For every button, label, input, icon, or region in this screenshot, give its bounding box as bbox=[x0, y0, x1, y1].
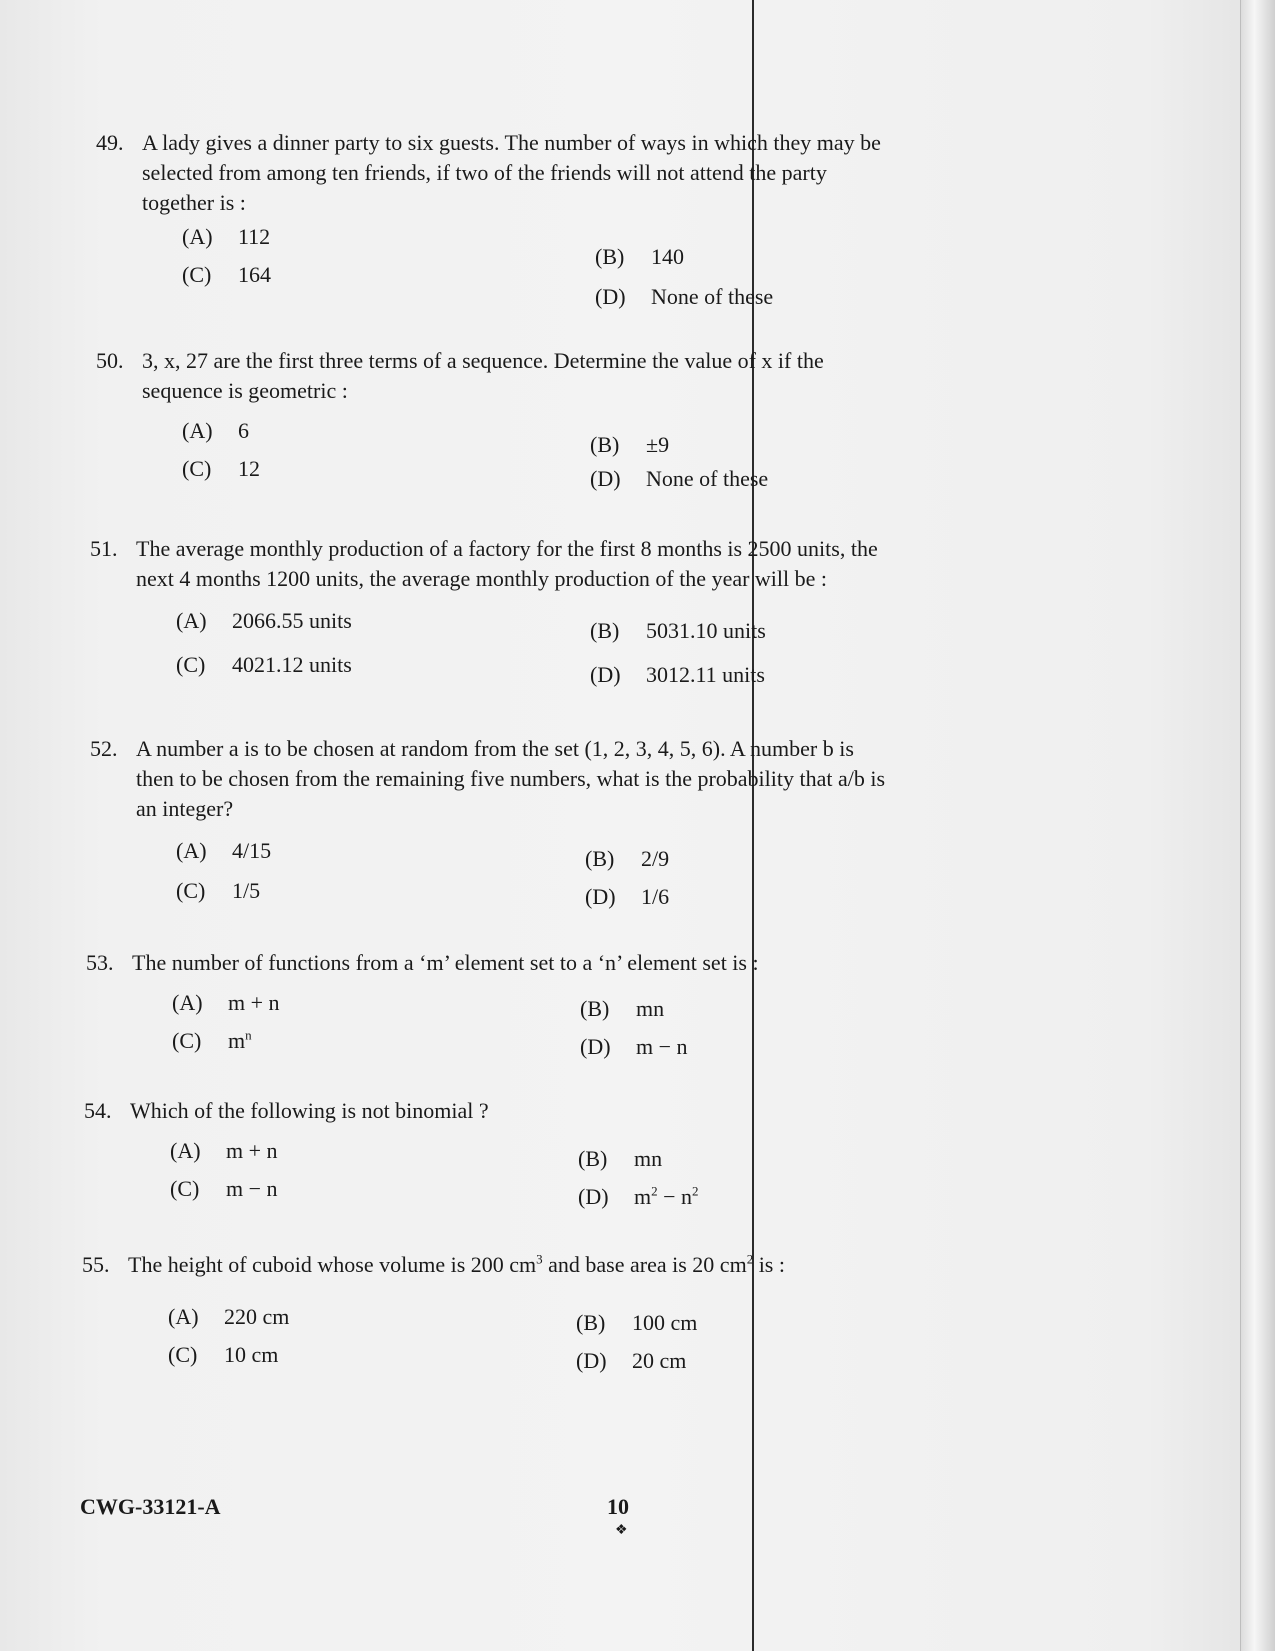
fold-line bbox=[752, 0, 754, 1651]
option-a: (A) 4/15 bbox=[176, 838, 272, 863]
question-number: 55. bbox=[82, 1252, 110, 1277]
question-number: 54. bbox=[84, 1098, 112, 1123]
option-b: (B) mn bbox=[580, 996, 665, 1021]
option-d: (D) m − n bbox=[580, 1034, 688, 1059]
question-number: 51. bbox=[90, 536, 118, 561]
option-b: (B) 100 cm bbox=[576, 1310, 698, 1335]
option-d: (D) 3012.11 units bbox=[590, 662, 765, 687]
question-number: 49. bbox=[96, 130, 124, 155]
paper-code: CWG-33121-A bbox=[80, 1494, 221, 1519]
option-d: (D) None of these bbox=[595, 284, 774, 309]
page-number: 10 bbox=[607, 1494, 629, 1519]
option-d: (D) 1/6 bbox=[585, 884, 670, 909]
option-b: (B) 140 bbox=[595, 244, 684, 269]
option-d: (D) None of these bbox=[590, 466, 769, 491]
option-c: (C) $m^n$ bbox=[172, 1027, 252, 1053]
option-b: (B) mn bbox=[578, 1146, 663, 1171]
option-b: (B) ±9 bbox=[590, 432, 670, 457]
option-d: (D) 20 cm bbox=[576, 1348, 687, 1373]
option-c: (C) 164 bbox=[182, 262, 271, 287]
option-a: (A) 2066.55 units bbox=[176, 608, 352, 633]
question-number: 52. bbox=[90, 736, 118, 761]
question-number: 53. bbox=[86, 950, 114, 975]
question-text: A lady gives a dinner party to six guests. The number of ways in which they may be selected from among ten friends, if two of the friends will not attend the party together is : bbox=[142, 130, 881, 215]
question-text: The number of functions from a ‘m’ element set to a ‘n’ element set is : bbox=[132, 950, 759, 975]
option-a: (A) m + n bbox=[170, 1138, 278, 1163]
option-a: (A) 112 bbox=[182, 224, 271, 249]
option-c: (C) 10 cm bbox=[168, 1342, 279, 1367]
question-text: The height of cuboid whose volume is 200 $cm^3$ and base area is 20 $cm^2$ is : bbox=[128, 1251, 785, 1277]
ornament-icon: ❖ bbox=[615, 1523, 628, 1538]
option-a: (A) 220 cm bbox=[168, 1304, 290, 1329]
option-b: (B) 2/9 bbox=[585, 846, 670, 871]
option-d: (D) $m^2 - n^2$ bbox=[578, 1183, 699, 1209]
question-text: The average monthly production of a factory for the first 8 months is 2500 units, the next 4 months 1200 units, the average monthly production of the year will be : bbox=[136, 536, 878, 591]
option-c: (C) m − n bbox=[170, 1176, 278, 1201]
question-number: 50. bbox=[96, 348, 124, 373]
option-c: (C) 1/5 bbox=[176, 878, 261, 903]
question-text: Which of the following is not binomial ? bbox=[130, 1098, 489, 1123]
page-edge bbox=[1240, 0, 1275, 1651]
option-a: (A) 6 bbox=[182, 418, 249, 443]
question-text: 3, x, 27 are the first three terms of a sequence. Determine the value of x if the sequence is geometric : bbox=[142, 348, 824, 403]
question-text: A number a is to be chosen at random from the set (1, 2, 3, 4, 5, 6). A number b is then to be chosen from the remaining five numbers, what is the probability that a/b is an integer? bbox=[136, 736, 886, 821]
option-c: (C) 12 bbox=[182, 456, 260, 481]
option-b: (B) 5031.10 units bbox=[590, 618, 766, 643]
option-a: (A) m + n bbox=[172, 990, 280, 1015]
option-c: (C) 4021.12 units bbox=[176, 652, 352, 677]
